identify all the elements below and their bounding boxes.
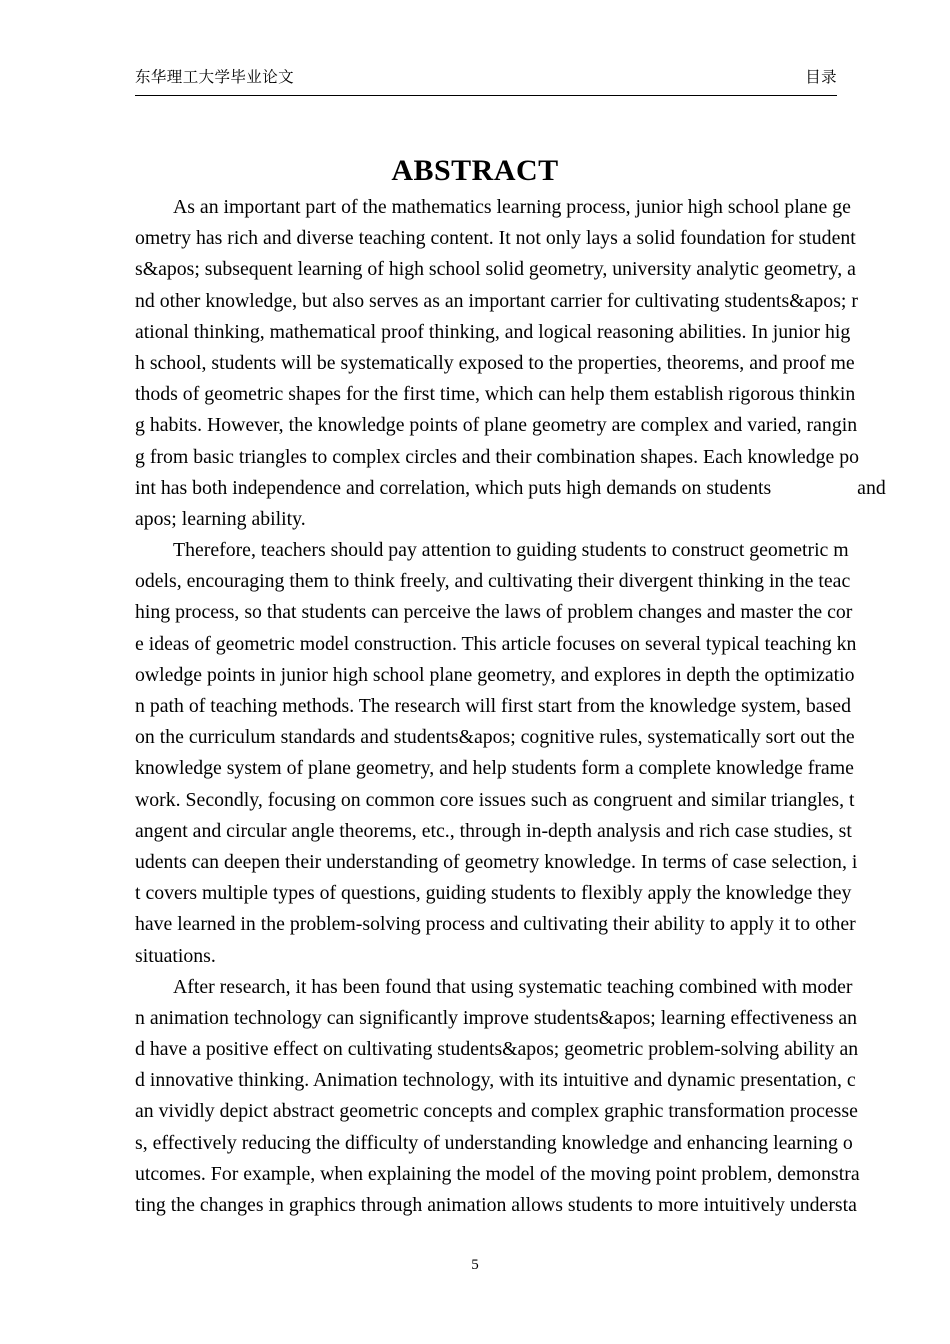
text-line: owledge points in junior high school plane geometry, and explores in depth the optimizatio xyxy=(135,663,855,686)
text-line: udents can deepen their understanding of geometry knowledge. In terms of case selection, i xyxy=(135,850,858,873)
text-line: Therefore, teachers should pay attention to guiding students to construct geometric m xyxy=(173,539,849,562)
paragraph xyxy=(135,535,858,972)
header-right-text: 目录 xyxy=(805,69,837,86)
text-line: knowledge system of plane geometry, and help students form a complete knowledge frame xyxy=(135,757,854,780)
text-line: work. Secondly, focusing on common core issues such as congruent and similar triangles, t xyxy=(135,788,855,811)
text-line: ting the changes in graphics through animation allows students to more intuitively understa xyxy=(135,1194,857,1216)
text-line: have learned in the problem-solving process and cultivating their ability to apply it to other xyxy=(135,913,856,936)
text-line: After research, it has been found that using systematic teaching combined with moder xyxy=(173,975,853,998)
text-line-tail: and xyxy=(857,476,886,499)
text-line xyxy=(135,473,886,504)
header-divider-rule xyxy=(135,95,837,96)
text-line: an vividly depict abstract geometric concepts and complex graphic transformation processe xyxy=(135,1100,858,1123)
text-line: g from basic triangles to complex circles and their combination shapes. Each knowledge po xyxy=(135,445,859,468)
abstract-body xyxy=(135,192,886,1221)
page-number: 5 xyxy=(471,1257,479,1273)
text-line: n path of teaching methods. The research will first start from the knowledge system, based xyxy=(135,695,851,717)
text-line: angent and circular angle theorems, etc., through in-depth analysis and rich case studies, st xyxy=(135,819,852,842)
text-line: hing process, so that students can perceive the laws of problem changes and master the cor xyxy=(135,601,853,624)
text-line: n animation technology can significantly improve students&apos; learning effectiveness an xyxy=(135,1006,858,1029)
text-line: odels, encouraging them to think freely, and cultivating their divergent thinking in the teac xyxy=(135,570,851,593)
text-line: t covers multiple types of questions, guiding students to flexibly apply the knowledge they xyxy=(135,882,852,905)
text-line-head: int has both independence and correlation, which puts high demands on students xyxy=(135,476,772,499)
text-line: situations. xyxy=(135,944,216,967)
text-line: utcomes. For example, when explaining the model of the moving point problem, demonstra xyxy=(135,1162,860,1185)
text-line: g habits. However, the knowledge points of plane geometry are complex and varied, rangin xyxy=(135,414,858,437)
text-line: d have a positive effect on cultivating students&apos; geometric problem-solving ability an xyxy=(135,1038,859,1061)
text-line: on the curriculum standards and students&apos; cognitive rules, systematically sort out the xyxy=(135,726,855,749)
paragraph xyxy=(135,972,860,1222)
text-line: h school, students will be systematically exposed to the properties, theorems, and proof me xyxy=(135,351,855,374)
header-left-text: 东华理工大学毕业论文 xyxy=(135,69,295,86)
running-header xyxy=(135,68,837,98)
text-line: nd other knowledge, but also serves as an important carrier for cultivating students&apos; r xyxy=(135,289,858,312)
page-title: ABSTRACT xyxy=(391,154,559,188)
text-line: As an important part of the mathematics learning process, junior high school plane ge xyxy=(173,196,851,218)
text-line: apos; learning ability. xyxy=(135,507,306,530)
text-line: s, effectively reducing the difficulty of understanding knowledge and enhancing learning o xyxy=(135,1131,853,1154)
text-line: thods of geometric shapes for the first time, which can help them establish rigorous thinkin xyxy=(135,383,856,406)
text-line: e ideas of geometric model construction. This article focuses on several typical teaching kn xyxy=(135,632,857,655)
text-line: s&apos; subsequent learning of high school solid geometry, university analytic geometry, a xyxy=(135,258,856,281)
text-line: ometry has rich and diverse teaching content. It not only lays a solid foundation for student xyxy=(135,227,856,250)
paragraph xyxy=(135,192,886,535)
text-line: d innovative thinking. Animation technology, with its intuitive and dynamic presentation, c xyxy=(135,1069,856,1092)
text-line: ational thinking, mathematical proof thinking, and logical reasoning abilities. In junior hig xyxy=(135,320,851,343)
